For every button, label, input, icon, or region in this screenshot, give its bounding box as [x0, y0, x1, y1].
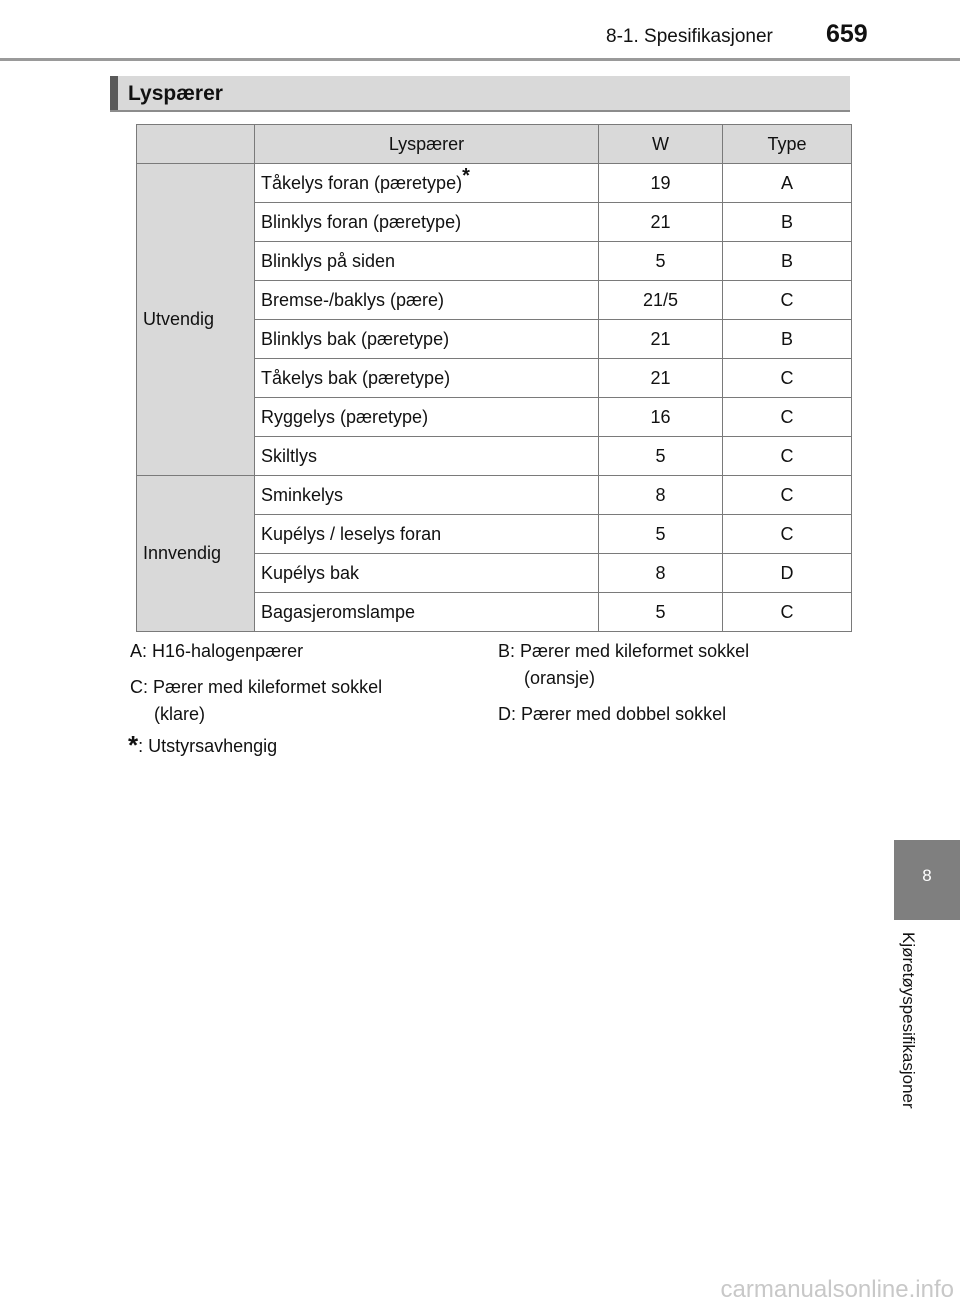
chapter-title: 8-1. Spesifikasjoner: [606, 26, 773, 47]
bulb-type: A: [723, 164, 852, 203]
header-bulb: Lyspærer: [255, 125, 599, 164]
bulb-watt: 5: [599, 593, 723, 632]
page-number: 659: [826, 20, 868, 48]
chapter-side-label: [898, 932, 922, 1152]
bulb-type: B: [723, 203, 852, 242]
bulb-watt: 21: [599, 359, 723, 398]
bulb-name: Blinklys foran (pæretype): [255, 203, 599, 242]
table-row: [137, 164, 852, 203]
bulb-name: Skiltlys: [255, 437, 599, 476]
note-c-text-1: Pærer med kileformet sokkel: [153, 677, 383, 697]
chapter-side-text: Kjøretøyspesifikasjoner: [899, 932, 918, 1109]
header-group: [137, 125, 255, 164]
bulb-name: Ryggelys (pæretype): [255, 398, 599, 437]
bulb-watt: 5: [599, 242, 723, 281]
section-heading-bar: [110, 76, 850, 112]
bulb-name: [255, 164, 599, 203]
bulb-type: B: [723, 320, 852, 359]
note-a-key: A:: [130, 641, 148, 661]
bulb-name: Sminkelys: [255, 476, 599, 515]
chapter-tab: [894, 840, 960, 920]
bulb-watt: 21: [599, 320, 723, 359]
bulb-name: Bremse-/baklys (pære): [255, 281, 599, 320]
watermark-text: carmanualsonline.info: [720, 1276, 954, 1303]
bulb-watt: 8: [599, 476, 723, 515]
note-d-key: D:: [498, 704, 516, 724]
table-row: [137, 476, 852, 515]
bulb-name: Kupélys bak: [255, 554, 599, 593]
footnote-star: *: [462, 164, 470, 187]
chapter-number: 8: [922, 866, 932, 885]
note-b-cont: (oransje): [524, 668, 596, 688]
bulb-name: Bagasjeromslampe: [255, 593, 599, 632]
bulb-watt: 19: [599, 164, 723, 203]
group-interior: Innvendig: [137, 476, 255, 632]
note-a: [130, 641, 303, 662]
bulb-watt: 16: [599, 398, 723, 437]
bulb-type: C: [723, 359, 852, 398]
bulb-type: C: [723, 281, 852, 320]
bulb-type: C: [723, 398, 852, 437]
note-b: [498, 641, 749, 662]
bulb-watt: 21/5: [599, 281, 723, 320]
bulb-watt: 5: [599, 515, 723, 554]
header-divider: [0, 58, 960, 61]
note-a-text: H16-halogenpærer: [152, 641, 304, 661]
bulb-spec-table: [136, 124, 852, 632]
note-d: [498, 704, 726, 725]
bulb-type: C: [723, 593, 852, 632]
note-star: [128, 730, 278, 760]
note-star-key: *: [128, 730, 139, 760]
bulb-name-text: Tåkelys foran (pæretype): [261, 172, 463, 193]
group-exterior: Utvendig: [137, 164, 255, 476]
bulb-name: Blinklys på siden: [255, 242, 599, 281]
header-watt: W: [599, 125, 723, 164]
note-b-key: B:: [498, 641, 516, 661]
bulb-name: Kupélys / leselys foran: [255, 515, 599, 554]
bulb-watt: 5: [599, 437, 723, 476]
bulb-watt: 21: [599, 203, 723, 242]
note-b-text-1: Pærer med kileformet sokkel: [520, 641, 750, 661]
section-title: Lyspærer: [128, 82, 223, 105]
note-star-text: : Utstyrsavhengig: [138, 736, 278, 756]
note-c-key: C:: [130, 677, 148, 697]
section-accent-stripe: [110, 76, 118, 110]
bulb-type: C: [723, 515, 852, 554]
table-header-row: [137, 125, 852, 164]
header-type: Type: [723, 125, 852, 164]
bulb-name: Blinklys bak (pæretype): [255, 320, 599, 359]
bulb-watt: 8: [599, 554, 723, 593]
bulb-type: D: [723, 554, 852, 593]
bulb-name: Tåkelys bak (pæretype): [255, 359, 599, 398]
note-d-text: Pærer med dobbel sokkel: [521, 704, 727, 724]
note-c: [130, 677, 382, 698]
bulb-type: C: [723, 437, 852, 476]
bulb-type: C: [723, 476, 852, 515]
note-c-cont: (klare): [154, 704, 206, 724]
bulb-type: B: [723, 242, 852, 281]
